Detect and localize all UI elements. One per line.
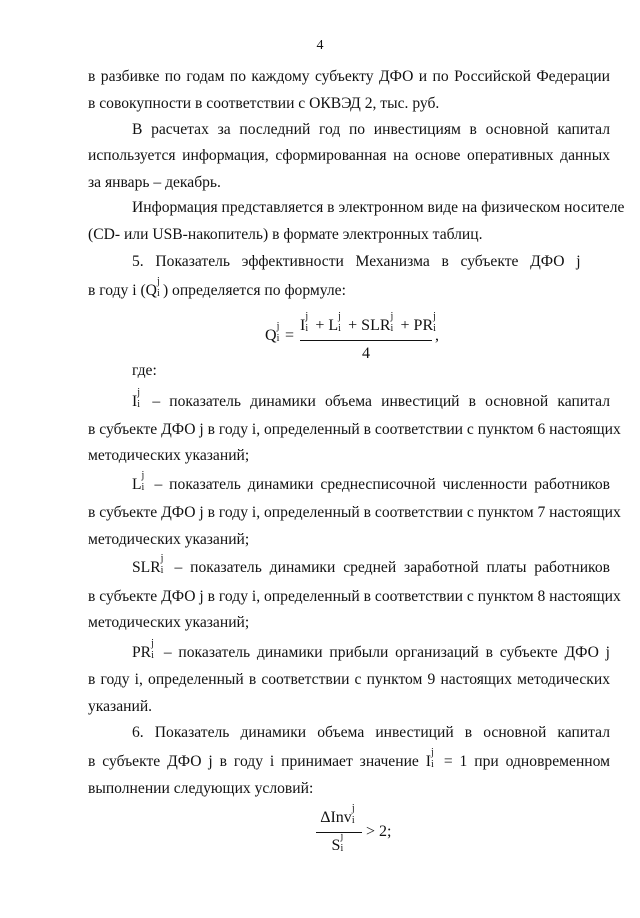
text-line-21: в году i, определенный в соответствии с пунктом 9 настоящих методических [88, 671, 610, 688]
text-line-20: PR j i – показатель динамики прибыли организаций в субъекте ДФО j [132, 638, 610, 661]
text-line-17: SLR j i – показатель динамики средней заработной платы работников [132, 553, 610, 576]
text-line-4: используется информация, сформированная на основе оперативных данных [88, 147, 610, 164]
formula-q-lhs: Q j i [265, 321, 280, 344]
text-line-18: в субъекте ДФО j в году i, определенный в соответствии с пунктом 8 настоящих [88, 588, 621, 605]
text-line-5: за январь – декабрь. [88, 174, 221, 191]
formula-q-fraction-bar [300, 340, 432, 341]
text-line-7: (CD- или USB-накопитель) в формате электронных таблиц. [88, 226, 483, 243]
formula-condition [316, 803, 416, 858]
text-line-8: 5. Показатель эффективности Механизма в субъекте ДФО j [132, 253, 581, 270]
text-line-25: выполнении следующих условий: [88, 780, 314, 797]
text-line-15: в субъекте ДФО j в году i, определенный в соответствии с пунктом 7 настоящих [88, 504, 621, 521]
formula-condition-denominator: S j i [331, 831, 344, 854]
formula-q-fraction [300, 311, 436, 362]
formula-q-numerator: I j i + L j i + SLR j i + PR j i [300, 311, 436, 334]
text-line-14: L j i – показатель динамики среднесписочной численности работников [132, 470, 610, 493]
formula-q-denominator: 4 [362, 345, 370, 362]
formula-condition-numerator: ΔInv j i [320, 803, 355, 826]
text-line-6: Информация представляется в электронном виде на физическом носителе [132, 199, 625, 216]
text-line-22: указаний. [88, 698, 153, 715]
q-index: j i [156, 276, 160, 299]
symbol-i: I j i [132, 387, 140, 410]
text-line-11: I j i – показатель динамики объема инвестиций в основной капитал [132, 387, 610, 410]
formula-condition-bar [316, 832, 362, 833]
symbol-i-inline: I j i [425, 747, 434, 770]
text-line-10: где: [132, 362, 157, 379]
text-line-23: 6. Показатель динамики объема инвестиций в основной капитал [132, 724, 610, 741]
text-line-2: в совокупности в соответствии с ОКВЭД 2, тыс. руб. [88, 95, 440, 112]
text-line-16: методических указаний; [88, 531, 250, 548]
formula-condition-fraction [316, 803, 362, 858]
formula-q-eq: = [285, 327, 295, 344]
text-line-9-end: ) определяется по формуле: [162, 282, 346, 299]
text-line-13: методических указаний; [88, 447, 250, 464]
text-line-12: в субъекте ДФО j в году i, определенный в соответствии с пунктом 6 настоящих [88, 421, 621, 438]
text-line-9 [88, 276, 610, 301]
symbol-l: L j i [132, 470, 145, 493]
text-line-9-start: в году i (Q [88, 282, 157, 299]
formula-q [265, 311, 445, 362]
text-line-3: В расчетах за последний год по инвестициям в основной капитал [132, 121, 610, 138]
formula-q-trail: , [435, 327, 439, 344]
symbol-slr: SLR j i [132, 553, 164, 576]
text-line-1: в разбивке по годам по каждому субъекту ДФО и по Российской Федерации [88, 68, 610, 85]
text-line-19: методических указаний; [88, 614, 250, 631]
formula-condition-rhs: > 2; [366, 823, 392, 840]
page-number: 4 [316, 38, 324, 53]
symbol-pr: PR j i [132, 638, 154, 661]
text-line-24: в субъекте ДФО j в году i принимает значение I j i = 1 при одновременном [88, 747, 611, 770]
